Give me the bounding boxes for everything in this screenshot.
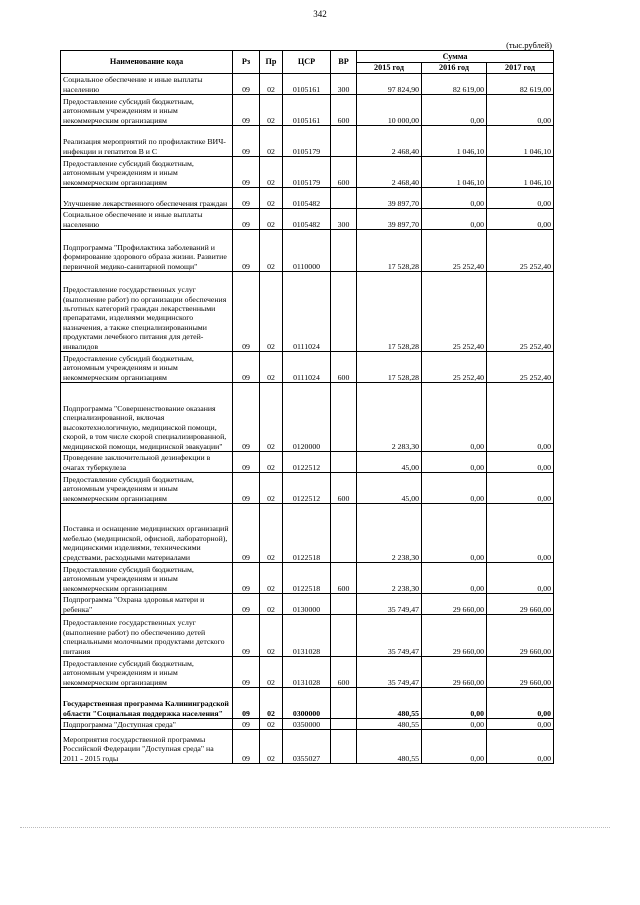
row-rz: 09	[233, 594, 260, 615]
row-pr: 02	[260, 157, 283, 188]
row-rz: 09	[233, 563, 260, 594]
row-sum-2016: 0,00	[422, 188, 487, 209]
row-vr	[331, 730, 357, 764]
row-rz: 09	[233, 230, 260, 272]
table-row	[61, 95, 554, 126]
row-vr: 600	[331, 657, 357, 688]
row-sum-2016: 0,00	[422, 563, 487, 594]
row-sum-2017: 0,00	[487, 188, 554, 209]
row-name: Социальное обеспечение и иные выплаты населению	[61, 209, 233, 230]
row-sum-2015: 10 000,00	[357, 95, 422, 126]
row-sum-2015: 480,55	[357, 730, 422, 764]
row-sum-2017: 82 619,00	[487, 74, 554, 95]
row-pr: 02	[260, 209, 283, 230]
row-name: Предоставление субсидий бюджетным, автономным учреждениям и иным некоммерческим организациям	[61, 157, 233, 188]
table-row	[61, 594, 554, 615]
row-sum-2017: 29 660,00	[487, 615, 554, 657]
row-name: Мероприятия государственной программы Российской Федерации "Доступная среда" на 2011 - 2015 годы	[61, 730, 233, 764]
row-rz: 09	[233, 719, 260, 730]
row-rz: 09	[233, 615, 260, 657]
table-row	[61, 452, 554, 473]
row-csr: 0111024	[283, 352, 331, 383]
table-row	[61, 615, 554, 657]
row-pr: 02	[260, 719, 283, 730]
table-row	[61, 688, 554, 719]
row-sum-2016: 1 046,10	[422, 126, 487, 157]
row-sum-2017: 0,00	[487, 563, 554, 594]
row-csr: 0105482	[283, 209, 331, 230]
table-row	[61, 730, 554, 764]
row-csr: 0105161	[283, 74, 331, 95]
table-row	[61, 209, 554, 230]
col-header-csr: ЦСР	[283, 51, 331, 74]
row-pr: 02	[260, 74, 283, 95]
row-csr: 0105179	[283, 157, 331, 188]
row-vr	[331, 383, 357, 452]
row-vr: 600	[331, 563, 357, 594]
row-sum-2015: 39 897,70	[357, 209, 422, 230]
row-vr: 300	[331, 209, 357, 230]
row-sum-2017: 0,00	[487, 473, 554, 504]
row-pr: 02	[260, 230, 283, 272]
table-row	[61, 473, 554, 504]
col-header-pr: Пр	[260, 51, 283, 74]
col-header-sum: Сумма	[357, 51, 554, 63]
row-sum-2017: 0,00	[487, 383, 554, 452]
row-pr: 02	[260, 272, 283, 352]
row-name: Предоставление субсидий бюджетным, автономным учреждениям и иным некоммерческим организациям	[61, 473, 233, 504]
row-vr: 600	[331, 95, 357, 126]
row-rz: 09	[233, 688, 260, 719]
row-sum-2017: 25 252,40	[487, 272, 554, 352]
row-rz: 09	[233, 272, 260, 352]
col-header-2016: 2016 год	[422, 63, 487, 74]
row-sum-2016: 0,00	[422, 209, 487, 230]
row-sum-2016: 0,00	[422, 452, 487, 473]
row-sum-2015: 45,00	[357, 452, 422, 473]
row-sum-2016: 0,00	[422, 688, 487, 719]
row-sum-2016: 29 660,00	[422, 657, 487, 688]
row-name: Предоставление субсидий бюджетным, автономным учреждениям и иным некоммерческим организациям	[61, 563, 233, 594]
page-number: 342	[313, 9, 327, 19]
row-name: Улучшение лекарственного обеспечения граждан	[61, 188, 233, 209]
row-pr: 02	[260, 188, 283, 209]
row-pr: 02	[260, 383, 283, 452]
table-row	[61, 383, 554, 452]
row-name: Предоставление субсидий бюджетным, автономным учреждениям и иным некоммерческим организациям	[61, 95, 233, 126]
table-row	[61, 504, 554, 563]
row-vr	[331, 615, 357, 657]
row-sum-2017: 29 660,00	[487, 657, 554, 688]
row-csr: 0111024	[283, 272, 331, 352]
row-sum-2015: 480,55	[357, 688, 422, 719]
row-sum-2017: 0,00	[487, 452, 554, 473]
row-rz: 09	[233, 730, 260, 764]
row-vr	[331, 719, 357, 730]
row-name: Государственная программа Калининградской области "Социальная поддержка населения"	[61, 688, 233, 719]
row-pr: 02	[260, 657, 283, 688]
row-sum-2017: 29 660,00	[487, 594, 554, 615]
row-name: Предоставление субсидий бюджетным, автономным учреждениям и иным некоммерческим организациям	[61, 352, 233, 383]
col-header-vr: ВР	[331, 51, 357, 74]
row-vr: 600	[331, 157, 357, 188]
row-rz: 09	[233, 74, 260, 95]
row-vr: 600	[331, 473, 357, 504]
row-sum-2015: 35 749,47	[357, 657, 422, 688]
row-sum-2016: 29 660,00	[422, 615, 487, 657]
row-vr	[331, 504, 357, 563]
row-pr: 02	[260, 504, 283, 563]
row-vr	[331, 594, 357, 615]
table-row	[61, 719, 554, 730]
row-rz: 09	[233, 473, 260, 504]
row-name: Поставка и оснащение медицинских организаций мебелью (медицинской, офисной, лабораторной), медицинскими изделиями, техническими средствами, расходными материалами	[61, 504, 233, 563]
row-rz: 09	[233, 209, 260, 230]
row-sum-2015: 480,55	[357, 719, 422, 730]
row-vr	[331, 272, 357, 352]
table-row	[61, 74, 554, 95]
row-pr: 02	[260, 730, 283, 764]
row-sum-2016: 25 252,40	[422, 352, 487, 383]
row-sum-2016: 0,00	[422, 719, 487, 730]
row-sum-2016: 0,00	[422, 504, 487, 563]
row-csr: 0122518	[283, 563, 331, 594]
row-sum-2016: 0,00	[422, 383, 487, 452]
row-name: Предоставление субсидий бюджетным, автономным учреждениям и иным некоммерческим организациям	[61, 657, 233, 688]
table-row	[61, 188, 554, 209]
row-vr	[331, 126, 357, 157]
row-pr: 02	[260, 688, 283, 719]
row-csr: 0120000	[283, 383, 331, 452]
col-header-rz: Рз	[233, 51, 260, 74]
row-name: Реализация мероприятий по профилактике ВИЧ-инфекции и гепатитов В и С	[61, 126, 233, 157]
row-sum-2017: 0,00	[487, 95, 554, 126]
col-header-name: Наименование кода	[61, 51, 233, 74]
table-row	[61, 657, 554, 688]
row-sum-2015: 17 528,28	[357, 230, 422, 272]
row-rz: 09	[233, 95, 260, 126]
row-sum-2016: 0,00	[422, 730, 487, 764]
row-csr: 0300000	[283, 688, 331, 719]
row-name: Подпрограмма "Доступная среда"	[61, 719, 233, 730]
row-csr: 0122512	[283, 473, 331, 504]
row-sum-2015: 2 468,40	[357, 157, 422, 188]
row-pr: 02	[260, 563, 283, 594]
row-rz: 09	[233, 126, 260, 157]
row-name: Проведение заключительной дезинфекции в очагах туберкулеза	[61, 452, 233, 473]
row-csr: 0105179	[283, 126, 331, 157]
row-sum-2017: 25 252,40	[487, 230, 554, 272]
row-csr: 0105161	[283, 95, 331, 126]
col-header-2017: 2017 год	[487, 63, 554, 74]
row-rz: 09	[233, 157, 260, 188]
row-pr: 02	[260, 452, 283, 473]
table-row	[61, 126, 554, 157]
row-sum-2017: 1 046,10	[487, 126, 554, 157]
table-row	[61, 563, 554, 594]
row-sum-2017: 0,00	[487, 504, 554, 563]
row-name: Социальное обеспечение и иные выплаты населению	[61, 74, 233, 95]
row-sum-2015: 2 283,30	[357, 383, 422, 452]
row-sum-2015: 97 824,90	[357, 74, 422, 95]
row-vr	[331, 452, 357, 473]
row-sum-2016: 29 660,00	[422, 594, 487, 615]
table-row	[61, 230, 554, 272]
row-name: Предоставление государственных услуг (выполнение работ) по организации обеспечения льготных категорий граждан лекарственными препаратами, изделиями медицинского назначения, а также специализированными продуктами лечебного питания для детей-инвалидов	[61, 272, 233, 352]
row-sum-2016: 82 619,00	[422, 74, 487, 95]
row-vr	[331, 230, 357, 272]
row-sum-2017: 0,00	[487, 730, 554, 764]
row-pr: 02	[260, 615, 283, 657]
row-sum-2015: 35 749,47	[357, 594, 422, 615]
row-rz: 09	[233, 188, 260, 209]
row-vr: 300	[331, 74, 357, 95]
scan-artifact-line	[20, 827, 610, 828]
table-row	[61, 352, 554, 383]
units-label: (тыс.рублей)	[506, 40, 552, 50]
row-csr: 0350000	[283, 719, 331, 730]
table-row	[61, 157, 554, 188]
row-rz: 09	[233, 452, 260, 473]
row-sum-2015: 2 238,30	[357, 504, 422, 563]
row-csr: 0105482	[283, 188, 331, 209]
row-sum-2017: 0,00	[487, 688, 554, 719]
row-sum-2016: 0,00	[422, 473, 487, 504]
row-sum-2015: 2 468,40	[357, 126, 422, 157]
budget-table	[60, 50, 554, 764]
row-sum-2015: 17 528,28	[357, 272, 422, 352]
row-vr: 600	[331, 352, 357, 383]
row-pr: 02	[260, 352, 283, 383]
row-rz: 09	[233, 352, 260, 383]
row-sum-2016: 25 252,40	[422, 272, 487, 352]
row-sum-2015: 2 238,30	[357, 563, 422, 594]
row-name: Предоставление государственных услуг (выполнение работ) по обеспечению детей специальными молочными продуктами детского питания	[61, 615, 233, 657]
row-name: Подпрограмма "Профилактика заболеваний и формирование здорового образа жизни. Развитие первичной медико-санитарной помощи"	[61, 230, 233, 272]
row-csr: 0130000	[283, 594, 331, 615]
row-sum-2017: 0,00	[487, 719, 554, 730]
row-name: Подпрограмма "Охрана здоровья матери и ребенка"	[61, 594, 233, 615]
row-pr: 02	[260, 95, 283, 126]
col-header-2015: 2015 год	[357, 63, 422, 74]
row-csr: 0122512	[283, 452, 331, 473]
row-name: Подпрограмма "Совершенствование оказания специализированной, включая высокотехнологичную, медицинской помощи, скорой, в том числе скорой специализированной, медицинской помощи, медицинской эвакуации"	[61, 383, 233, 452]
row-rz: 09	[233, 383, 260, 452]
row-sum-2017: 1 046,10	[487, 157, 554, 188]
row-csr: 0122518	[283, 504, 331, 563]
table-body	[61, 74, 554, 764]
row-sum-2015: 39 897,70	[357, 188, 422, 209]
row-vr	[331, 188, 357, 209]
row-pr: 02	[260, 126, 283, 157]
row-sum-2017: 0,00	[487, 209, 554, 230]
row-csr: 0355027	[283, 730, 331, 764]
row-rz: 09	[233, 657, 260, 688]
row-sum-2017: 25 252,40	[487, 352, 554, 383]
row-sum-2015: 17 528,28	[357, 352, 422, 383]
row-csr: 0131028	[283, 615, 331, 657]
row-sum-2016: 25 252,40	[422, 230, 487, 272]
row-pr: 02	[260, 594, 283, 615]
row-csr: 0110000	[283, 230, 331, 272]
row-pr: 02	[260, 473, 283, 504]
row-sum-2015: 45,00	[357, 473, 422, 504]
table-row	[61, 272, 554, 352]
row-rz: 09	[233, 504, 260, 563]
row-sum-2015: 35 749,47	[357, 615, 422, 657]
row-vr	[331, 688, 357, 719]
row-csr: 0131028	[283, 657, 331, 688]
row-sum-2016: 0,00	[422, 95, 487, 126]
row-sum-2016: 1 046,10	[422, 157, 487, 188]
